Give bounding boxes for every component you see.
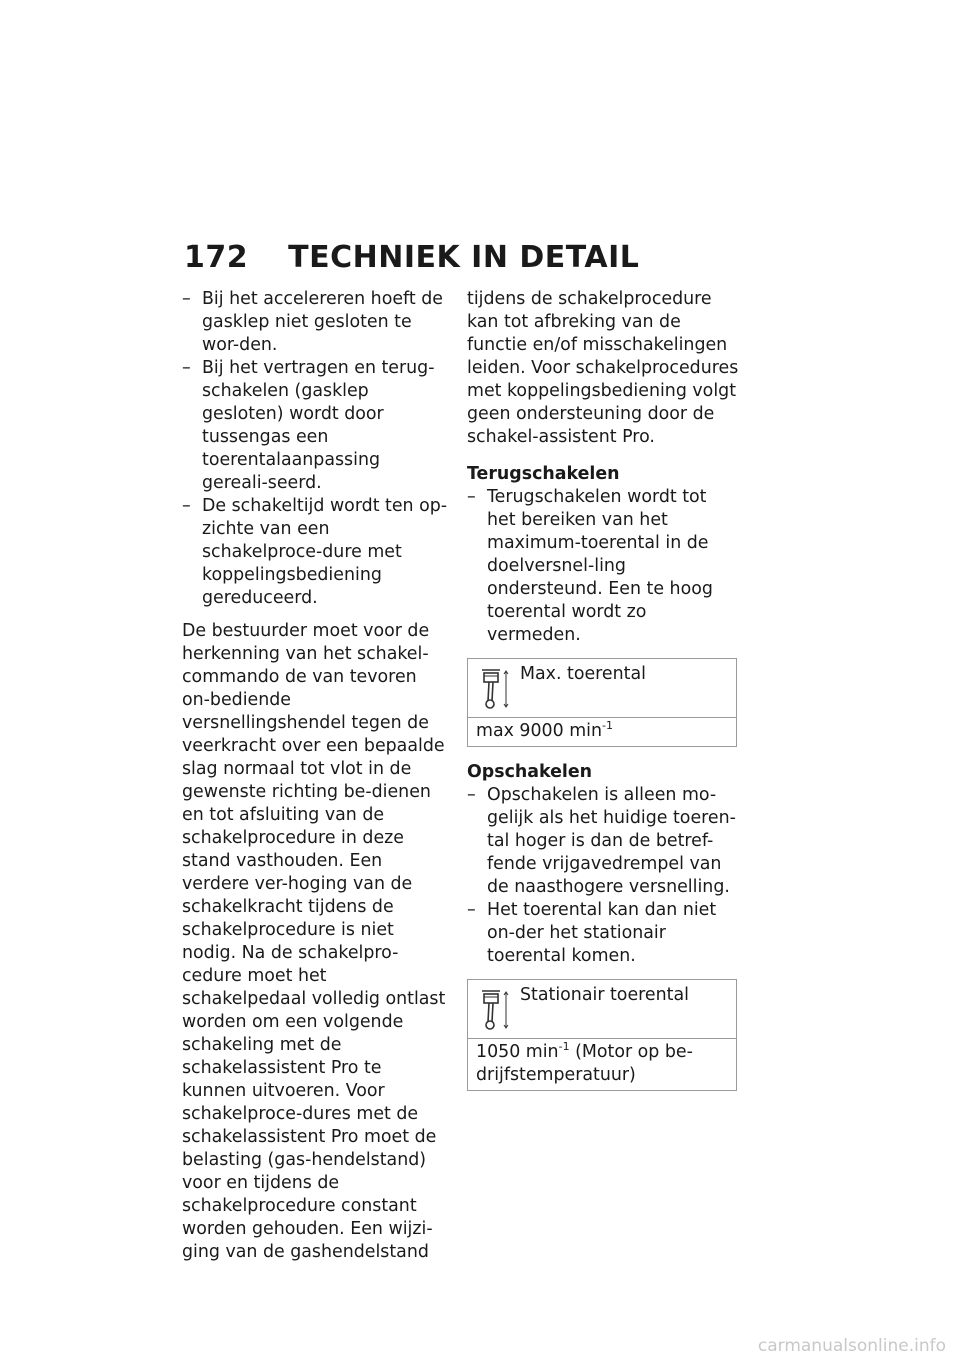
engine-piston-icon (480, 988, 510, 1032)
spec-title: Stationair toerental (520, 985, 689, 1005)
list-item: – Bij het vertragen en terug-schakelen (gasklep gesloten) wordt door tussengas een toerentalaanpassing gereali-seerd. (182, 357, 450, 495)
opschakelen-bullet-list (467, 784, 739, 968)
watermark: carmanualsonline.info (757, 1336, 946, 1356)
section-heading-opschakelen: Opschakelen (467, 762, 593, 782)
right-column (467, 288, 739, 1103)
spec-value-suffix: (Motor op be-drijfstemperatuur) (476, 1042, 693, 1085)
spec-header (468, 980, 736, 1039)
spec-title: Max. toerental (520, 664, 646, 684)
left-bullet-list (182, 288, 450, 610)
page-header (184, 240, 639, 275)
list-item: – Het toerental kan dan niet on-der het stationair toerental komen. (467, 899, 739, 968)
body-paragraph: De bestuurder moet voor de herkenning van het schakel-commando de van tevoren on-bediende versnellingshendel tegen de veerkracht over een bepaalde slag normaal tot vlot in de gewenste richting be-dienen en tot afsluiting van de schakelprocedure in deze stand vasthouden. Een verdere ver-hoging van de schakelkracht tijdens de schakelprocedure is niet nodig. Na de schakelpro-cedure moet het schakelpedaal volledig ontlast worden om een volgende schakeling met de schakelassistent Pro te kunnen uitvoeren. Voor schakelproce-dures met de schakelassistent Pro moet de belasting (gas-hendelstand) voor en tijdens de schakelprocedure constant worden gehouden. Een wijzi-ging van de gashendelstand (182, 621, 446, 1262)
spec-value-main: max 9000 min (476, 721, 602, 741)
spec-value (468, 718, 736, 746)
spec-header (468, 659, 736, 718)
left-column (182, 288, 450, 1264)
section-heading-terugschakelen: Terugschakelen (467, 464, 620, 484)
spec-box-max-toerental (467, 658, 737, 747)
spec-box-stationair-toerental (467, 979, 737, 1091)
list-item: – De schakeltijd wordt ten op-zichte van een schakelproce-dure met koppelingsbediening gereduceerd. (182, 495, 450, 610)
spec-value-exponent: -1 (602, 719, 613, 733)
page-title: TECHNIEK IN DETAIL (288, 240, 640, 275)
page-number: 172 (184, 240, 249, 275)
spec-value-main: 1050 min (476, 1042, 559, 1062)
list-item: – Opschakelen is alleen mo-gelijk als het huidige toeren-tal hoger is dan de betref-fende vrijgavedrempel van de naasthogere versnelling. (467, 784, 739, 899)
list-item: – Bij het accelereren hoeft de gasklep niet gesloten te wor-den. (182, 288, 450, 357)
terugschakelen-bullet-list (467, 486, 739, 647)
body-paragraph: tijdens de schakelprocedure kan tot afbreking van de functie en/of misschakelingen leiden. Voor schakelprocedures met koppelingsbediening volgt geen ondersteuning door de schakel-assistent Pro. (467, 289, 739, 447)
spec-value (468, 1039, 736, 1090)
engine-piston-icon (480, 667, 510, 711)
list-item: – Terugschakelen wordt tot het bereiken van het maximum-toerental in de doelversnel-ling ondersteund. Een te hoog toerental wordt zo vermeden. (467, 486, 739, 647)
spec-value-exponent: -1 (558, 1040, 570, 1054)
